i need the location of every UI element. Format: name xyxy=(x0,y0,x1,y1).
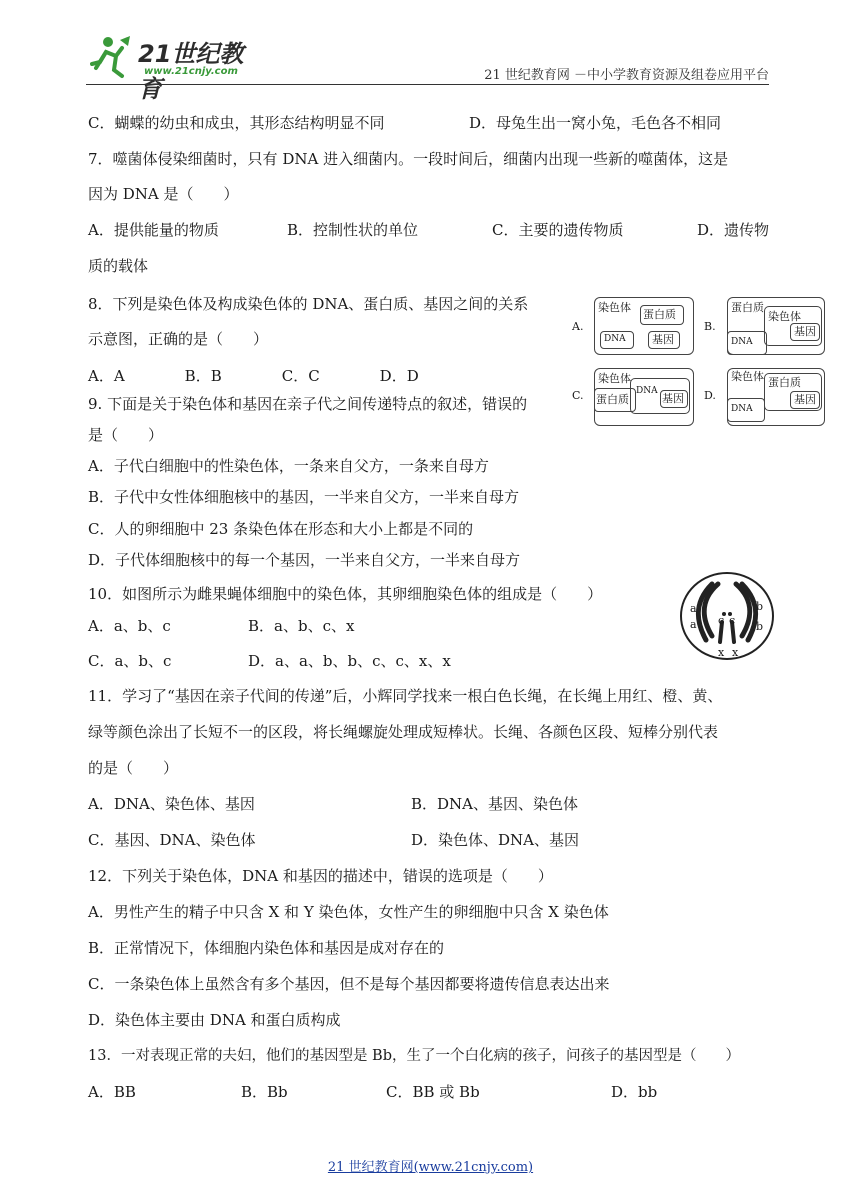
q13-option-b: B．Bb xyxy=(241,1083,288,1101)
q12-option-a: A．男性产生的精子中只含 X 和 Y 染色体，女性产生的卵细胞中只含 X 染色体 xyxy=(88,903,609,921)
diagram-a-dna-label: DNA xyxy=(604,334,626,344)
chromosome-label-a1: a xyxy=(690,602,697,615)
q8-stem-line2: 示意图，正确的是（ ） xyxy=(88,330,269,348)
q12-option-d: D．染色体主要由 DNA 和蛋白质构成 xyxy=(88,1011,341,1029)
chromosome-label-b1: b xyxy=(756,600,764,613)
diagram-b-gene-label: 基因 xyxy=(794,325,816,338)
header-site-name: 21 世纪教育网 －中小学教育资源及组卷应用平台 xyxy=(484,68,769,83)
diagram-c-label: C. xyxy=(572,389,584,402)
q10-option-d: D．a、a、b、b、c、c、x、x xyxy=(248,652,451,670)
q7-option-d: D．遗传物 xyxy=(697,221,770,239)
chromosome-label-b2: b xyxy=(756,620,764,633)
chromosome-label-a2: a xyxy=(690,618,697,631)
q13-option-d: D．bb xyxy=(611,1083,658,1101)
diagram-d-dna-label: DNA xyxy=(731,404,753,414)
q12-option-b: B．正常情况下，体细胞内染色体和基因是成对存在的 xyxy=(88,939,445,957)
diagram-b-dna-label: DNA xyxy=(731,337,753,347)
q13-option-a: A．BB xyxy=(88,1083,136,1101)
chromosome-cell-diagram xyxy=(678,570,776,662)
logo-url: www.21cnjy.com xyxy=(144,66,238,77)
q9-option-c: C．人的卵细胞中 23 条染色体在形态和大小上都是不同的 xyxy=(88,520,474,538)
diagram-b-chromosome-label: 染色体 xyxy=(768,310,801,323)
q11-option-a: A．DNA、染色体、基因 xyxy=(88,795,255,813)
chromosome-label-x2: x xyxy=(732,646,739,659)
diagram-a-chromosome-label: 染色体 xyxy=(598,301,631,314)
diagram-d-protein-label: 蛋白质 xyxy=(768,376,801,389)
q11-stem-line2: 绿等颜色涂出了长短不一的区段，将长绳螺旋处理成短棒状。长绳、各颜色区段、短棒分别代表 xyxy=(88,723,719,741)
q9-stem-line1: 9. 下面是关于染色体和基因在亲子代之间传递特点的叙述，错误的 xyxy=(88,395,528,413)
diagram-c-dna-label: DNA xyxy=(636,386,658,396)
q13-stem: 13．一对表现正常的夫妇，他们的基因型是 Bb，生了一个白化病的孩子，问孩子的基因型是（ ） xyxy=(88,1048,740,1064)
diagram-c-protein-label: 蛋白质 xyxy=(596,393,629,406)
diagram-c-chromosome-label: 染色体 xyxy=(598,372,631,385)
q10-stem: 10．如图所示为雌果蝇体细胞中的染色体，其卵细胞染色体的组成是（ ） xyxy=(88,585,603,603)
q12-stem: 12．下列关于染色体，DNA 和基因的描述中，错误的选项是（ ） xyxy=(88,867,553,885)
q7-option-d-continued: 质的载体 xyxy=(88,257,149,275)
q9-option-a: A．子代白细胞中的性染色体，一条来自父方，一条来自母方 xyxy=(88,457,489,475)
chromosome-label-x1: x xyxy=(718,646,725,659)
q11-option-d: D．染色体、DNA、基因 xyxy=(411,831,580,849)
chromosome-label-c1: c xyxy=(718,614,725,627)
q7-option-a: A．提供能量的物质 xyxy=(88,221,219,239)
q9-stem-line2: 是（ ） xyxy=(88,426,164,444)
header-divider xyxy=(86,84,769,85)
q11-option-b: B．DNA、基因、染色体 xyxy=(411,795,579,813)
diagram-b-protein-label: 蛋白质 xyxy=(731,301,764,314)
q7-option-c: C．主要的遗传物质 xyxy=(492,221,624,239)
footer xyxy=(0,1156,861,1175)
q9-option-d: D．子代体细胞核中的每一个基因，一半来自父方，一半来自母方 xyxy=(88,551,521,569)
q8-options: A．A B．B C．C D．D xyxy=(88,367,419,385)
q7-stem-line2: 因为 DNA 是（ ） xyxy=(88,185,239,203)
q10-option-c: C．a、b、c xyxy=(88,652,172,670)
diagram-a-protein-label: 蛋白质 xyxy=(643,308,676,321)
diagram-a-label: A. xyxy=(572,320,584,333)
q6-option-d: D．母兔生出一窝小兔，毛色各不相同 xyxy=(469,114,722,132)
q13-option-c: C．BB 或 Bb xyxy=(386,1083,480,1101)
diagram-d-label: D. xyxy=(704,389,716,402)
footer-link[interactable]: 21 世纪教育网(www.21cnjy.com) xyxy=(327,1160,534,1175)
logo-title: 21世纪教育 xyxy=(138,40,244,103)
diagram-c-gene-label: 基因 xyxy=(662,392,684,405)
diagram-b-label: B. xyxy=(704,320,716,333)
q11-stem-line1: 11．学习了“基因在亲子代间的传递”后，小辉同学找来一根白色长绳，在长绳上用红、橙、黄、 xyxy=(88,687,723,705)
q11-option-c: C．基因、DNA、染色体 xyxy=(88,831,256,849)
site-logo xyxy=(86,28,266,103)
q6-option-c: C．蝴蝶的幼虫和成虫，其形态结构明显不同 xyxy=(88,114,385,132)
q11-stem-line3: 的是（ ） xyxy=(88,759,179,777)
q7-stem-line1: 7．噬菌体侵染细菌时，只有 DNA 进入细菌内。一段时间后，细菌内出现一些新的噬菌体，这是 xyxy=(88,150,729,168)
diagram-d-gene-label: 基因 xyxy=(794,393,816,406)
q12-option-c: C．一条染色体上虽然含有多个基因，但不是每个基因都要将遗传信息表达出来 xyxy=(88,975,610,993)
q10-chromosome-figure xyxy=(678,570,776,662)
q10-option-b: B．a、b、c、x xyxy=(248,617,355,635)
q7-option-b: B．控制性状的单位 xyxy=(287,221,419,239)
diagram-a-gene-label: 基因 xyxy=(652,333,674,346)
q8-stem-line1: 8．下列是染色体及构成染色体的 DNA、蛋白质、基因之间的关系 xyxy=(88,295,529,313)
chromosome-label-c2: c xyxy=(729,614,736,627)
q10-option-a: A．a、b、c xyxy=(88,617,171,635)
diagram-d-chromosome-label: 染色体 xyxy=(731,370,764,383)
q9-option-b: B．子代中女性体细胞核中的基因，一半来自父方，一半来自母方 xyxy=(88,488,520,506)
